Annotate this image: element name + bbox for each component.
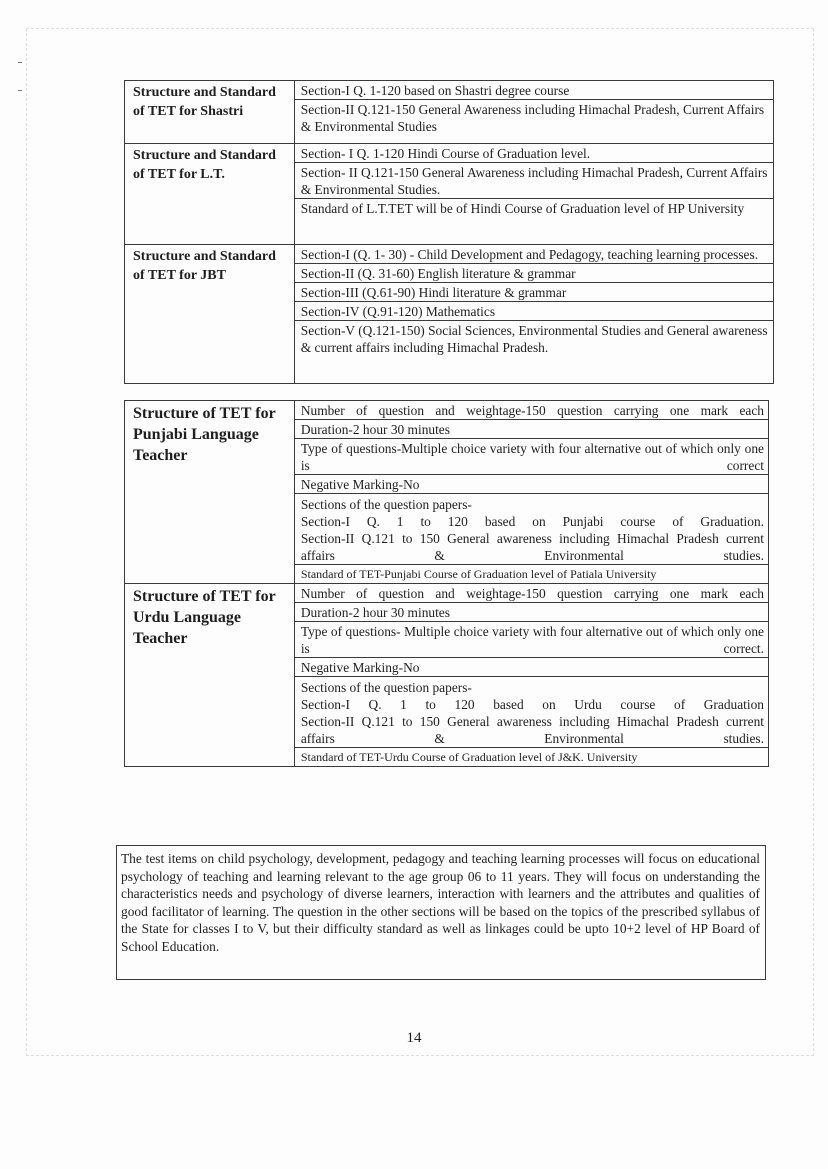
row-content-lt <box>294 144 773 245</box>
content-line: Duration-2 hour 30 minutes <box>295 603 768 622</box>
sections-block <box>295 677 768 748</box>
row-label-jbt: Structure and Standard of TET for JBT <box>125 245 295 384</box>
table-row <box>125 245 774 384</box>
row-label-lt: Structure and Standard of TET for L.T. <box>125 144 295 245</box>
content-line: Number of question and weightage-150 question carrying one mark each <box>295 401 768 420</box>
content-line: Section-III (Q.61-90) Hindi literature & grammar <box>295 283 773 302</box>
margin-mark <box>18 62 22 63</box>
table-row <box>125 584 769 767</box>
sections-title: Sections of the question papers- <box>300 680 472 695</box>
content-line: Type of questions- Multiple choice variety with four alternative out of which only one is correct. <box>295 622 768 658</box>
tet-structure-table-2 <box>124 400 769 767</box>
content-line: Section-IV (Q.91-120) Mathematics <box>295 302 773 321</box>
content-line: Standard of L.T.TET will be of Hindi Course of Graduation level of HP University <box>300 201 745 216</box>
row-content-urdu <box>294 584 768 767</box>
note-paragraph: The test items on child psychology, development, pedagogy and teaching learning processes will focus on educational psychology of teaching and learning relevant to the age group 06 to 11 years. They will focus on understanding the characteristics needs and psychology of diverse learners, interaction with learners and the attributes and qualities of good facilitator of learning. The question in the other sections will be based on the topics of the prescribed syllabus of the State for classes I to V, but their difficulty standard as well as linkages could be upto 10+2 level of HP Board of School Education. <box>116 845 766 980</box>
content-line: Section-II Q.121-150 General Awareness including Himachal Pradesh, Current Affairs & Environmental Studies <box>300 102 765 134</box>
content-line: Number of question and weightage-150 question carrying one mark each <box>295 584 768 603</box>
row-content-shastri <box>294 81 773 144</box>
content-line: Section- I Q. 1-120 Hindi Course of Graduation level. <box>295 144 773 163</box>
content-line: Section-I Q. 1-120 based on Shastri degree course <box>295 81 773 100</box>
standard-line: Standard of TET-Urdu Course of Graduation level of J&K. University <box>300 750 638 764</box>
row-label-shastri: Structure and Standard of TET for Shastri <box>125 81 295 144</box>
page-number: 14 <box>406 1030 422 1046</box>
section-1: Section-I Q. 1 to 120 based on Punjabi course of Graduation. <box>300 514 764 529</box>
sections-title: Sections of the question papers- <box>300 497 472 512</box>
content-line: Section-V (Q.121-150) Social Sciences, Environmental Studies and General awareness & current affairs including Himachal Pradesh. <box>300 323 768 355</box>
content-line: Section- II Q.121-150 General Awareness including Himachal Pradesh, Current Affairs & Environmental Studies. <box>295 163 773 199</box>
content-line: Duration-2 hour 30 minutes <box>295 420 768 439</box>
row-content-jbt <box>294 245 773 384</box>
tet-structure-table-1 <box>124 80 774 384</box>
section-2: Section-II Q.121 to 150 General awareness including Himachal Pradesh current affairs & Environmental studies. <box>300 714 764 746</box>
table-row <box>125 144 774 245</box>
table-row <box>125 81 774 144</box>
content-line: Negative Marking-No <box>295 658 768 677</box>
content-line: Section-II (Q. 31-60) English literature & grammar <box>295 264 773 283</box>
content-line: Section-I (Q. 1- 30) - Child Development and Pedagogy, teaching learning processes. <box>295 245 773 264</box>
row-label-urdu: Structure of TET for Urdu Language Teacher <box>125 584 295 767</box>
row-label-punjabi: Structure of TET for Punjabi Language Teacher <box>125 401 295 584</box>
margin-mark <box>18 90 22 91</box>
table-row <box>125 401 769 584</box>
section-1: Section-I Q. 1 to 120 based on Urdu course of Graduation <box>300 697 764 712</box>
row-content-punjabi <box>294 401 768 584</box>
section-2: Section-II Q.121 to 150 General awareness including Himachal Pradesh current affairs & Environmental studies. <box>300 531 764 563</box>
content-line: Type of questions-Multiple choice variety with four alternative out of which only one is correct <box>295 439 768 475</box>
content-line: Negative Marking-No <box>295 475 768 494</box>
sections-block <box>295 494 768 565</box>
standard-line: Standard of TET-Punjabi Course of Graduation level of Patiala University <box>300 567 657 581</box>
